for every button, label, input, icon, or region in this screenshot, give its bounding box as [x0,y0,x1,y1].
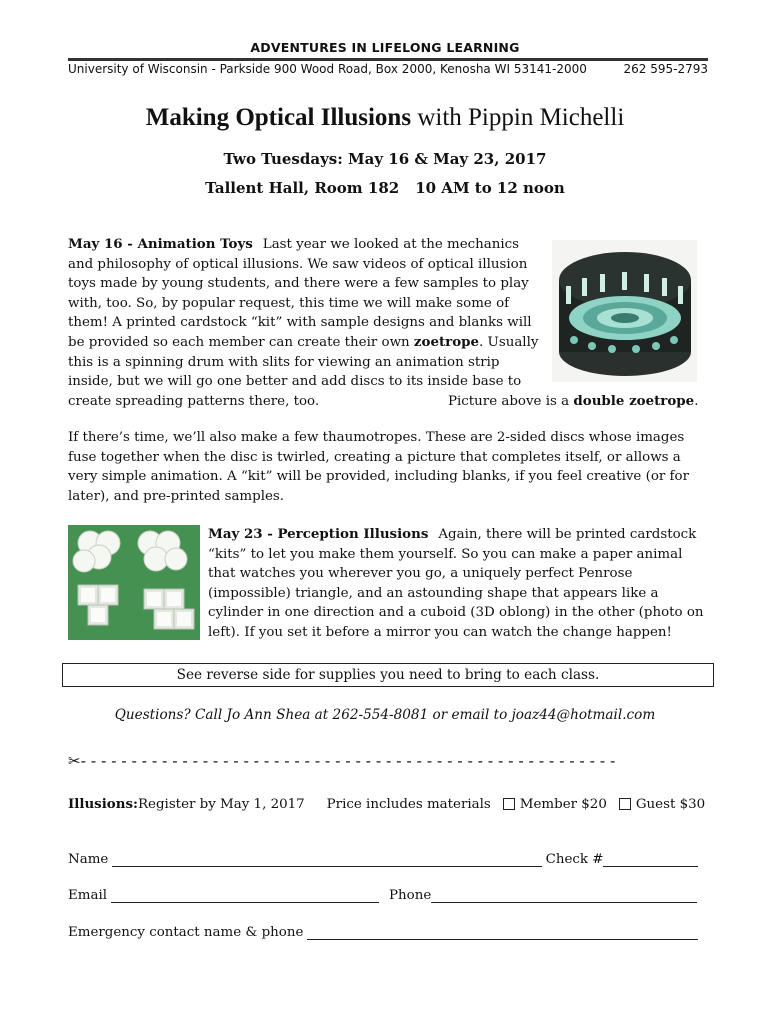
cut-line [68,752,708,770]
session2-text: Again, there will be printed cardstock “kits” to let you make them yourself. So you can make a paper animal that watches you wherever you go, a uniquely perfect Penrose (impossible) triangle, and an astounding shape that appears like a cylinder in one direction and a cuboid (3D oblong) in the other (photo on left). If you set it before a mirror you can watch the change happen! [208,527,704,640]
thaumatrope-paragraph: If there’s time, we’ll also make a few thaumotropes. These are 2-sided discs whose images fuse together when the disc is twirled, creating a picture that completes itself, or allows a very simple animation. A “kit” will be provided, including blanks, if you feel creative (or for later), and pre-printed samples. [68,430,689,504]
session1-paragraph [68,235,546,411]
guest-checkbox[interactable] [619,798,631,810]
check-label: Check # [545,852,604,867]
scissors-icon: ✂ [68,752,81,770]
registration-row [68,796,708,812]
member-option-label: Member $20 [519,796,607,812]
zoetrope-term: zoetrope [413,333,480,350]
email-field[interactable] [111,888,379,903]
address-text: University of Wisconsin - Parkside 900 Wood Road, Box 2000, Kenosha WI 53141-2000 [68,62,587,76]
reverse-side-notice: See reverse side for supplies you need to bring to each class. [62,663,714,687]
phone-text: 262 595-2793 [623,62,708,76]
schedule-location: Tallent Hall, Room 182 [205,179,400,197]
double-zoetrope-photo [552,240,697,382]
emergency-contact-field[interactable] [307,925,698,940]
header-divider [68,58,708,61]
guest-option-label: Guest $30 [635,796,706,812]
title-rest: with Pippin Michelli [411,104,625,131]
check-number-field[interactable] [603,852,698,867]
emergency-label: Emergency contact name & phone [68,925,304,940]
session2-paragraph [208,525,708,643]
session1-heading: May 16 - Animation Toys [68,236,253,252]
email-phone-row [68,888,698,903]
session1-text-a: Last year we looked at the mechanics and philosophy of optical illusions. We saw videos of optical illusion toys made by young students, and there were a few samples to play with, too. So, by popular request, this time we will make some of them! A printed cardstock “kit” with sample designs and blanks will be provided so each member can create their own [68,237,532,350]
phone-label: Phone [389,888,432,903]
member-checkbox[interactable] [503,798,515,810]
emergency-row [68,925,698,940]
dashed-separator: - - - - - - - - - - - - - - - - - - - - - - - - - - - - - - - - - - - - - - - - - - - - - - - - - - - - - [80,752,616,770]
name-check-row [68,852,698,867]
session1-text-b: . Usually this is a spinning drum with slits for viewing an animation strip inside, but we will go one better and add discs to its inside base to create spreading patterns there, too. [68,334,539,409]
schedule-dates: Two Tuesdays: May 16 & May 23, 2017 [223,150,547,168]
schedule-location-time [0,179,770,197]
name-label: Name [68,852,109,867]
registration-label: Illusions: [68,796,138,812]
page-title [0,104,770,132]
contact-questions: Questions? Call Jo Ann Shea at 262-554-8081 or email to joaz44@hotmail.com [114,707,656,723]
email-label: Email [68,888,108,903]
cylinder-cuboid-photo [68,525,200,640]
organization-name: ADVENTURES IN LIFELONG LEARNING [250,40,520,55]
zoetrope-caption: Picture above is a double zoetrope. [448,393,699,409]
header-address-bar [68,62,708,76]
schedule-time: 10 AM to 12 noon [415,179,565,197]
title-bold: Making Optical Illusions [145,104,412,131]
price-note: Price includes materials [326,796,491,812]
name-field[interactable] [112,852,541,867]
registration-deadline: Register by May 1, 2017 [137,796,305,812]
session2-heading: May 23 - Perception Illusions [208,526,429,542]
phone-field[interactable] [431,888,697,903]
